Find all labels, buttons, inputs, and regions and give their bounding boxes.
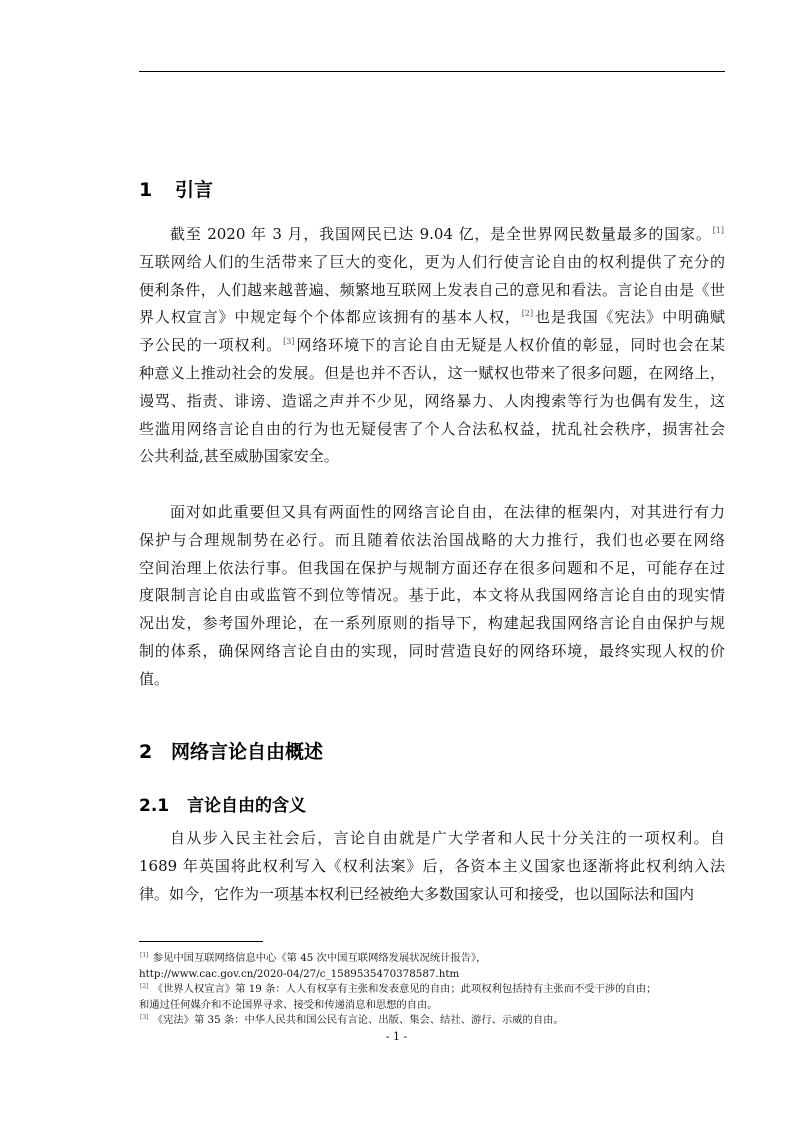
text-line xyxy=(139,443,725,471)
text-run: 些滥用网络言论自由的行为也无疑侵害了个人合法私权益，扰乱社会秩序，损害社会 xyxy=(139,419,725,438)
text-line xyxy=(139,825,725,853)
text-line xyxy=(139,555,725,583)
text-line xyxy=(139,610,725,638)
text-run: 谩骂、指责、诽谤、造谣之声并不少见，网络暴力、人肉搜索等行为也偶有发生，这 xyxy=(139,391,725,410)
text-run: 也是我国《宪法》中明确赋 xyxy=(534,308,725,327)
footnotes xyxy=(139,951,725,1029)
text-run: 制的体系，确保网络言论自由的实现，同时营造良好的网络环境，最终实现人权的价 xyxy=(139,641,725,660)
text-line xyxy=(139,881,725,909)
footnote-line xyxy=(139,951,725,967)
text-run: 种意义上推动社会的发展。但是也并不否认，这一赋权也带来了很多问题，在网络上， xyxy=(139,363,725,382)
text-run: 予公民的一项权利。 xyxy=(139,336,283,355)
section-title: 网络言论自由概述 xyxy=(171,741,324,763)
text-run: 律。如今，它作为一项基本权利已经被绝大多数国家认可和接受，也以国际法和国内 xyxy=(139,884,695,903)
footnote-ref[interactable]: [2] xyxy=(521,309,534,319)
text-run: 截至 2020 年 3 月，我国网民已达 9.04 亿，是全世界网民数量最多的国家。 xyxy=(170,225,712,243)
section-heading-1 xyxy=(139,175,213,202)
text-line xyxy=(139,388,725,416)
section-title: 言论自由的含义 xyxy=(187,796,306,816)
text-run: 保护与合理规制势在必行。而且随着依法治国战略的大力推行，我们也必要在网络 xyxy=(139,530,725,549)
footnote-text: 《世界人权宣言》第 19 条：人人有权享有主张和发表意见的自由；此项权利包括持有主张而不受干涉的自由； xyxy=(152,983,657,996)
text-line xyxy=(139,853,725,881)
page-number: - 1 - xyxy=(385,1030,408,1043)
section-number: 2 xyxy=(139,741,153,763)
text-line xyxy=(139,277,725,305)
text-run: 值。 xyxy=(139,669,170,688)
footnote-ref[interactable]: [1] xyxy=(712,226,724,235)
footnote-text: 参见中国互联网络信息中心《第 45 次中国互联网络发展状况统计报告》， xyxy=(152,952,487,964)
footnote-text[interactable]: http://www.cac.gov.cn/2020-04/27/c_1589535470378587.htm xyxy=(139,967,460,980)
footnote-line xyxy=(139,1013,725,1029)
text-line xyxy=(139,582,725,610)
text-run: 自从步入民主社会后，言论自由就是广大学者和人民十分关注的一项权利。自 xyxy=(170,829,725,847)
text-line xyxy=(139,527,725,555)
text-run: 网络环境下的言论自由无疑是人权价值的彰显，同时也会在某 xyxy=(295,336,725,355)
text-line xyxy=(139,638,725,666)
footnote-mark: [1] xyxy=(140,952,149,959)
section-title: 引言 xyxy=(175,179,214,201)
text-line xyxy=(139,360,725,388)
text-run: 公共利益,甚至威胁国家安全。 xyxy=(139,447,339,466)
text-run: 况出发，参考国外理论，在一系列原则的指导下，构建起我国网络言论自由保护与规 xyxy=(139,614,725,633)
text-run: 空间治理上依法行事。但我国在保护与规制方面还存在很多问题和不足，可能存在过 xyxy=(139,558,725,577)
footnote-line xyxy=(139,998,725,1014)
text-line xyxy=(139,221,725,249)
footnote-rule xyxy=(139,941,263,942)
footnote-line xyxy=(139,982,725,998)
text-run: 界人权宣言》中规定每个个体都应该拥有的基本人权， xyxy=(139,308,521,327)
paragraph-intro-1 xyxy=(139,221,725,471)
footnote-text: 《宪法》第 35 条：中华人民共和国公民有言论、出版、集会、结社、游行、示威的自由。 xyxy=(152,1014,564,1027)
text-line xyxy=(139,499,725,527)
text-run: 面对如此重要但又具有两面性的网络言论自由，在法律的框架内，对其进行有力 xyxy=(170,503,725,521)
footnote-text: 和通过任何媒介和不论国界寻求、接受和传递消息和思想的自由。 xyxy=(139,998,438,1011)
footnote-mark: [2] xyxy=(140,983,149,991)
paragraph-definition xyxy=(139,825,725,908)
footnote-line xyxy=(139,967,725,983)
text-line xyxy=(139,416,725,444)
paragraph-intro-2 xyxy=(139,499,725,694)
text-run: 便利条件，人们越来越普遍、频繁地互联网上发表自己的意见和看法。言论自由是《世 xyxy=(139,280,725,299)
text-run: 互联网给人们的生活带来了巨大的变化，更为人们行使言论自由的权利提供了充分的 xyxy=(139,252,725,271)
text-run: 度限制言论自由或监管不到位等情况。基于此，本文将从我国网络言论自由的现实情 xyxy=(139,586,725,605)
header-rule xyxy=(139,71,725,72)
footnote-mark: [3] xyxy=(140,1014,149,1022)
section-number: 2.1 xyxy=(139,796,170,816)
section-number: 1 xyxy=(139,179,153,201)
text-line xyxy=(139,304,725,332)
text-line xyxy=(139,249,725,277)
text-line xyxy=(139,666,725,694)
section-heading-2 xyxy=(139,737,323,764)
text-run: 1689 年英国将此权利写入《权利法案》后，各资本主义国家也逐渐将此权利纳入法 xyxy=(139,856,725,875)
text-line xyxy=(139,332,725,360)
subsection-heading-2-1 xyxy=(139,791,306,816)
footnote-ref[interactable]: [3] xyxy=(283,337,295,347)
